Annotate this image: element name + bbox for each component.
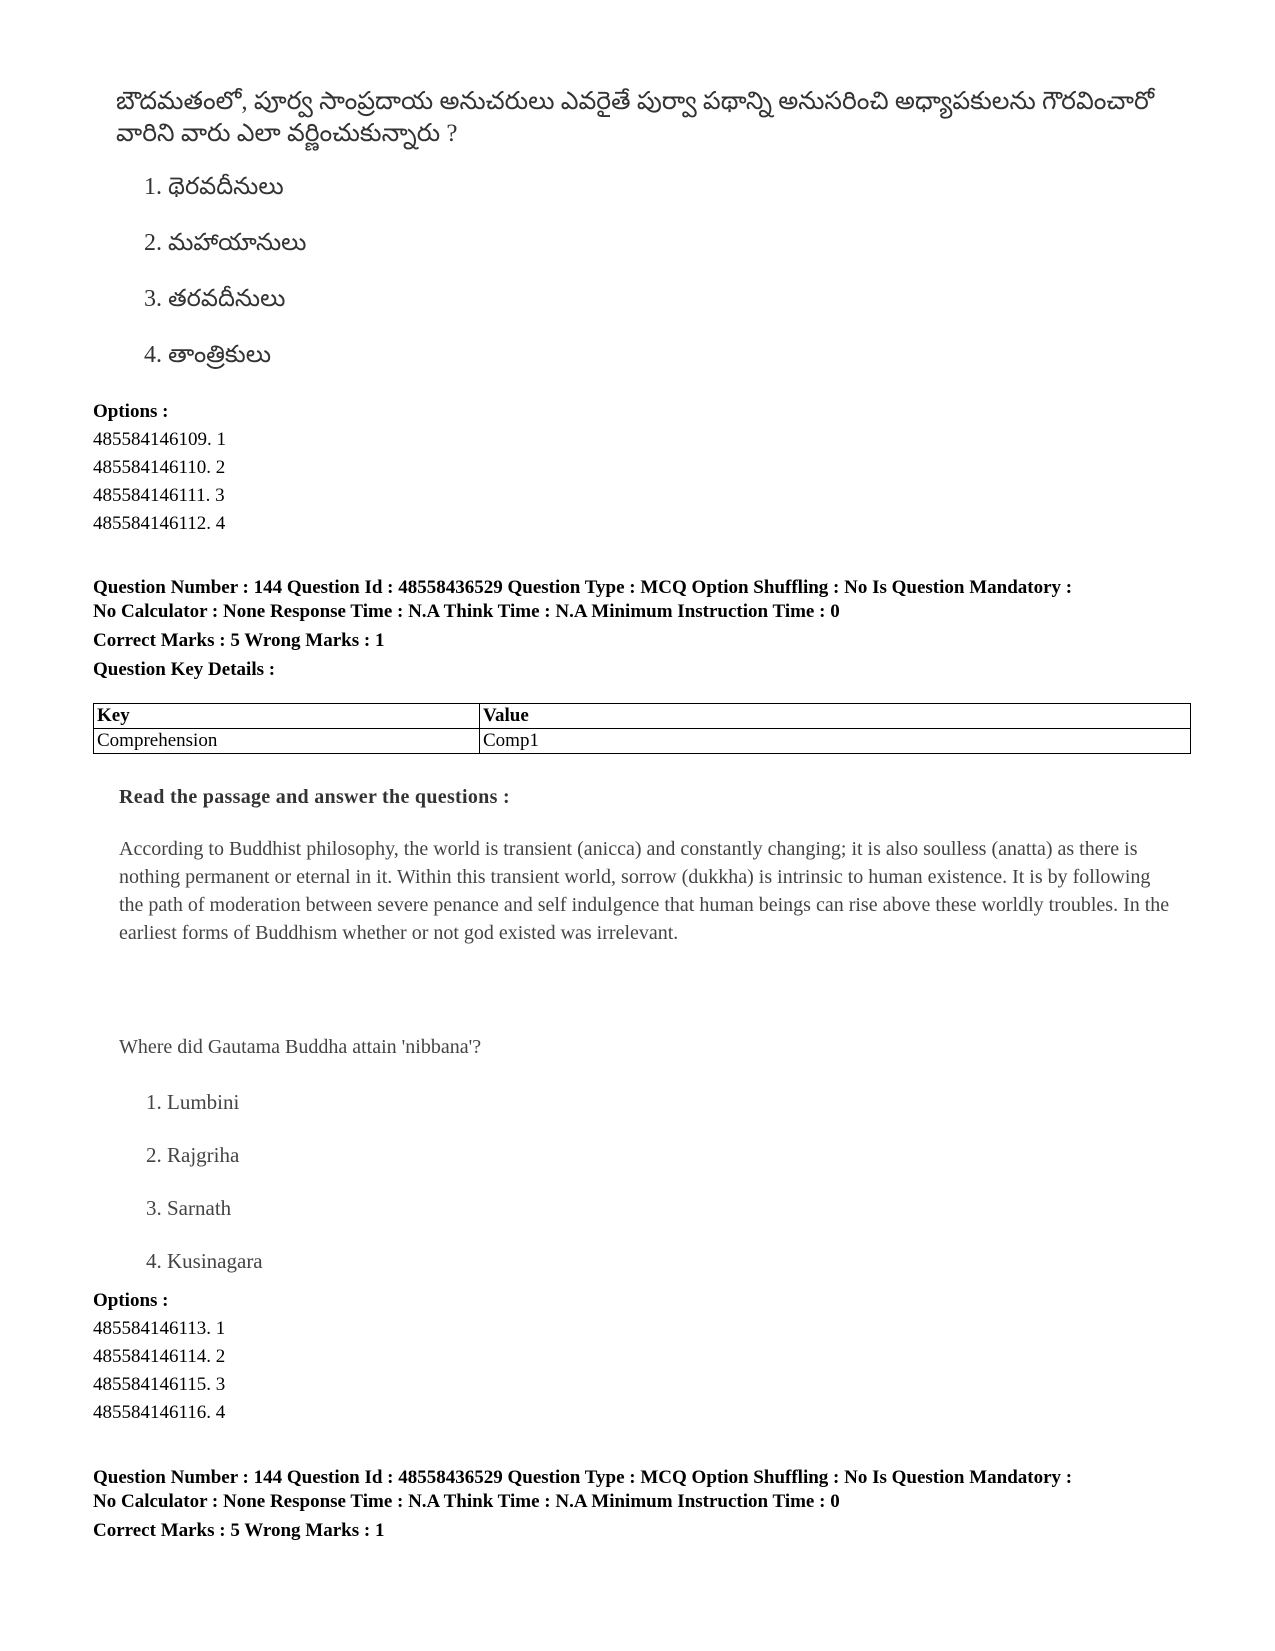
marks-line: Correct Marks : 5 Wrong Marks : 1: [93, 1520, 385, 1541]
choice-item: 1. Lumbini: [146, 1090, 240, 1114]
table-cell: Comp1: [480, 729, 1191, 754]
choice-item: 4. Kusinagara: [146, 1249, 263, 1273]
meta-line: No Calculator : None Response Time : N.A Think Time : N.A Minimum Instruction Time : 0: [93, 1491, 840, 1512]
option-item: 485584146111. 3: [93, 485, 225, 506]
meta-line: No Calculator : None Response Time : N.A Think Time : N.A Minimum Instruction Time : 0: [93, 601, 840, 622]
passage-question: Where did Gautama Buddha attain 'nibbana'?: [119, 1036, 482, 1058]
choice-item: 3. తరవదీనులు: [144, 286, 286, 312]
passage-text: According to Buddhist philosophy, the world is transient (anicca) and constantly changing; it is also soulless (anatta) as there is nothing permanent or eternal in it. Within this transient world, sorrow (dukkha) is intrinsic to human existence. It is by following the path of moderation between severe penance and self indulgence that human beings can rise above these worldly troubles. In the earliest forms of Buddhism whether or not god existed was irrelevant.: [119, 838, 1170, 944]
table-row: [94, 729, 1191, 754]
option-item: 485584146113. 1: [93, 1318, 226, 1339]
options-label: Options :: [93, 1290, 169, 1311]
option-item: 485584146109. 1: [93, 429, 226, 450]
choice-item: 2. మహాయానులు: [144, 230, 307, 256]
options-block: [93, 1287, 225, 1427]
table-header-cell: Key: [94, 704, 480, 729]
choice-item: 2. Rajgriha: [146, 1143, 240, 1167]
option-item: 485584146112. 4: [93, 513, 226, 534]
option-item: 485584146115. 3: [93, 1374, 226, 1395]
passage-title: Read the passage and answer the questions :: [119, 786, 510, 808]
table-header-cell: Value: [480, 704, 1191, 729]
question-meta: [93, 576, 1203, 682]
options-label: Options :: [93, 401, 169, 422]
key-details-label: Question Key Details :: [93, 659, 276, 680]
options-block: [93, 398, 226, 538]
marks-line: Correct Marks : 5 Wrong Marks : 1: [93, 630, 385, 651]
question-meta: [93, 1466, 1203, 1543]
option-item: 485584146110. 2: [93, 457, 226, 478]
choice-item: 1. థెరవదీనులు: [144, 174, 284, 200]
key-details-table: [93, 703, 1191, 754]
telugu-question-text: బౌదమతంలో, పూర్వ సాంప్రదాయ అనుచరులు ఎవరైతే పుర్వా పథాన్ని అనుసరించి అధ్యాపకులను గౌరవించారో వారిని వారు ఎలా వర్ణించుకున్నారు ?: [116, 88, 1155, 147]
table-cell: Comprehension: [94, 729, 480, 754]
choice-item: 4. తాంత్రికులు: [144, 342, 272, 368]
table-header-row: [94, 704, 1191, 729]
meta-line: Question Number : 144 Question Id : 48558436529 Question Type : MCQ Option Shuffling : No Is Question Mandatory :: [93, 577, 1073, 598]
option-item: 485584146114. 2: [93, 1346, 226, 1367]
option-item: 485584146116. 4: [93, 1402, 226, 1423]
choice-item: 3. Sarnath: [146, 1196, 232, 1220]
meta-line: Question Number : 144 Question Id : 48558436529 Question Type : MCQ Option Shuffling : No Is Question Mandatory :: [93, 1467, 1073, 1488]
